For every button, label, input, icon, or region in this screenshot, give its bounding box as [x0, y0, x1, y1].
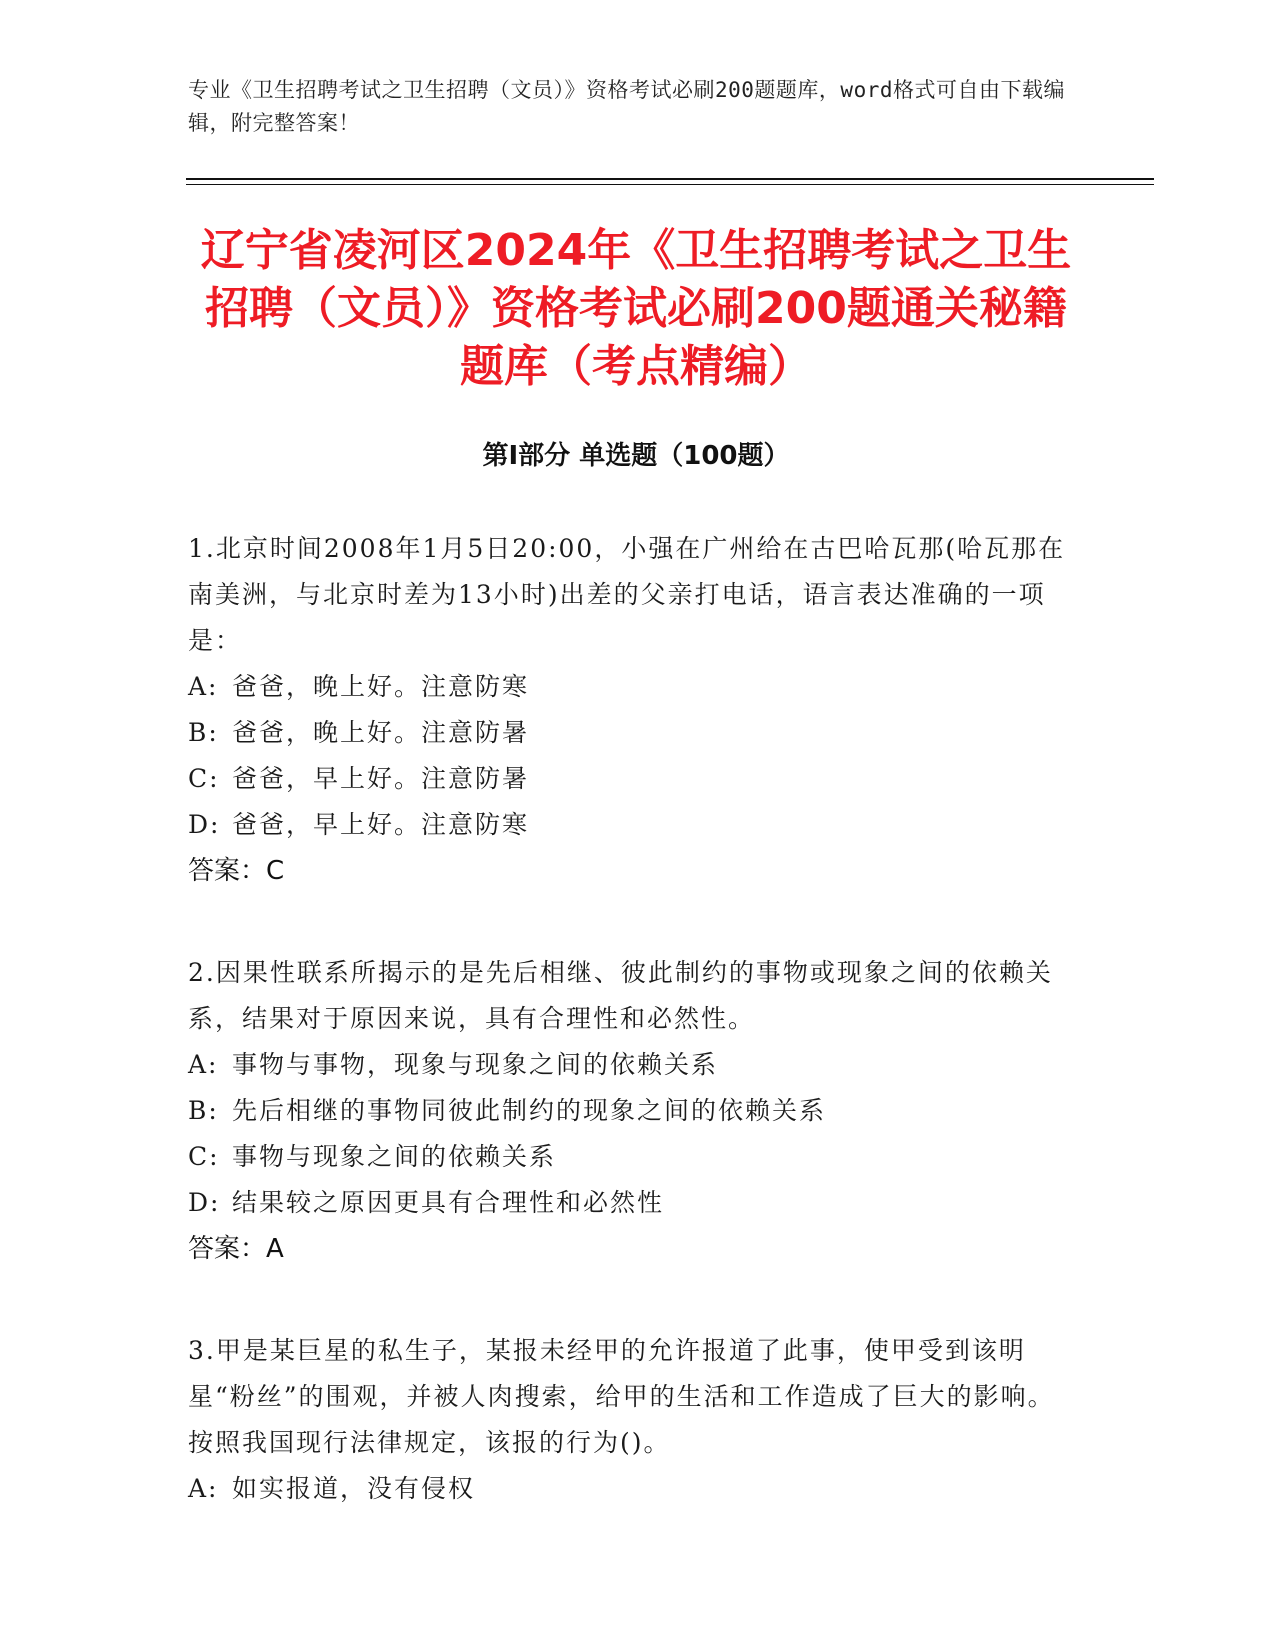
section-heading: 第Ⅰ部分 单选题（100题） [482, 441, 790, 471]
option-c [188, 756, 1078, 802]
option-letter: B: [188, 718, 219, 747]
answer-line: 答案：C [188, 856, 285, 886]
option-letter: C: [188, 1142, 220, 1171]
document-title: 辽宁省凌河区2024年《卫生招聘考试之卫生招聘（文员）》资格考试必刷200题通关秘籍题库（考点精编） [200, 225, 1072, 392]
option-a [188, 664, 1078, 710]
option-text: 事物与现象之间的依赖关系 [232, 1142, 557, 1171]
option-text: 爸爸，晚上好。注意防暑 [232, 718, 530, 747]
header-rule-thick [186, 178, 1154, 180]
option-a [188, 1042, 1078, 1088]
option-c [188, 1134, 1078, 1180]
option-letter: D: [188, 1188, 221, 1217]
option-letter: D: [188, 810, 221, 839]
option-text: 如实报道，没有侵权 [232, 1474, 476, 1503]
option-b [188, 1088, 1078, 1134]
option-letter: B: [188, 1096, 219, 1125]
header-rule-thin [186, 184, 1154, 185]
option-d [188, 802, 1078, 848]
option-letter: A: [188, 1474, 219, 1503]
option-b [188, 710, 1078, 756]
option-a [188, 1466, 1078, 1512]
header-note: 专业《卫生招聘考试之卫生招聘（文员）》资格考试必刷200题题库，word格式可自由下载编辑，附完整答案！ [188, 78, 1065, 135]
question-2 [188, 950, 1078, 1272]
question-stem: 1.北京时间2008年1月5日20:00，小强在广州给在古巴哈瓦那(哈瓦那在南美洲，与北京时差为13小时)出差的父亲打电话，语言表达准确的一项是： [188, 534, 1066, 655]
question-1 [188, 526, 1078, 894]
option-letter: C: [188, 764, 220, 793]
option-letter: A: [188, 1050, 219, 1079]
option-text: 爸爸，早上好。注意防暑 [232, 764, 530, 793]
question-3 [188, 1328, 1078, 1512]
option-text: 爸爸，早上好。注意防寒 [232, 810, 530, 839]
question-stem: 3.甲是某巨星的私生子，某报未经甲的允许报道了此事，使甲受到该明星“粉丝”的围观，并被人肉搜索，给甲的生活和工作造成了巨大的影响。按照我国现行法律规定，该报的行为()。 [188, 1336, 1055, 1457]
option-letter: A: [188, 672, 219, 701]
question-stem: 2.因果性联系所揭示的是先后相继、彼此制约的事物或现象之间的依赖关系，结果对于原因来说，具有合理性和必然性。 [188, 958, 1053, 1033]
option-text: 先后相继的事物同彼此制约的现象之间的依赖关系 [232, 1096, 827, 1125]
question-list [188, 526, 1078, 1568]
option-text: 结果较之原因更具有合理性和必然性 [232, 1188, 665, 1217]
option-d [188, 1180, 1078, 1226]
option-text: 事物与事物，现象与现象之间的依赖关系 [232, 1050, 719, 1079]
option-text: 爸爸，晚上好。注意防寒 [232, 672, 530, 701]
answer-line: 答案：A [188, 1234, 284, 1264]
